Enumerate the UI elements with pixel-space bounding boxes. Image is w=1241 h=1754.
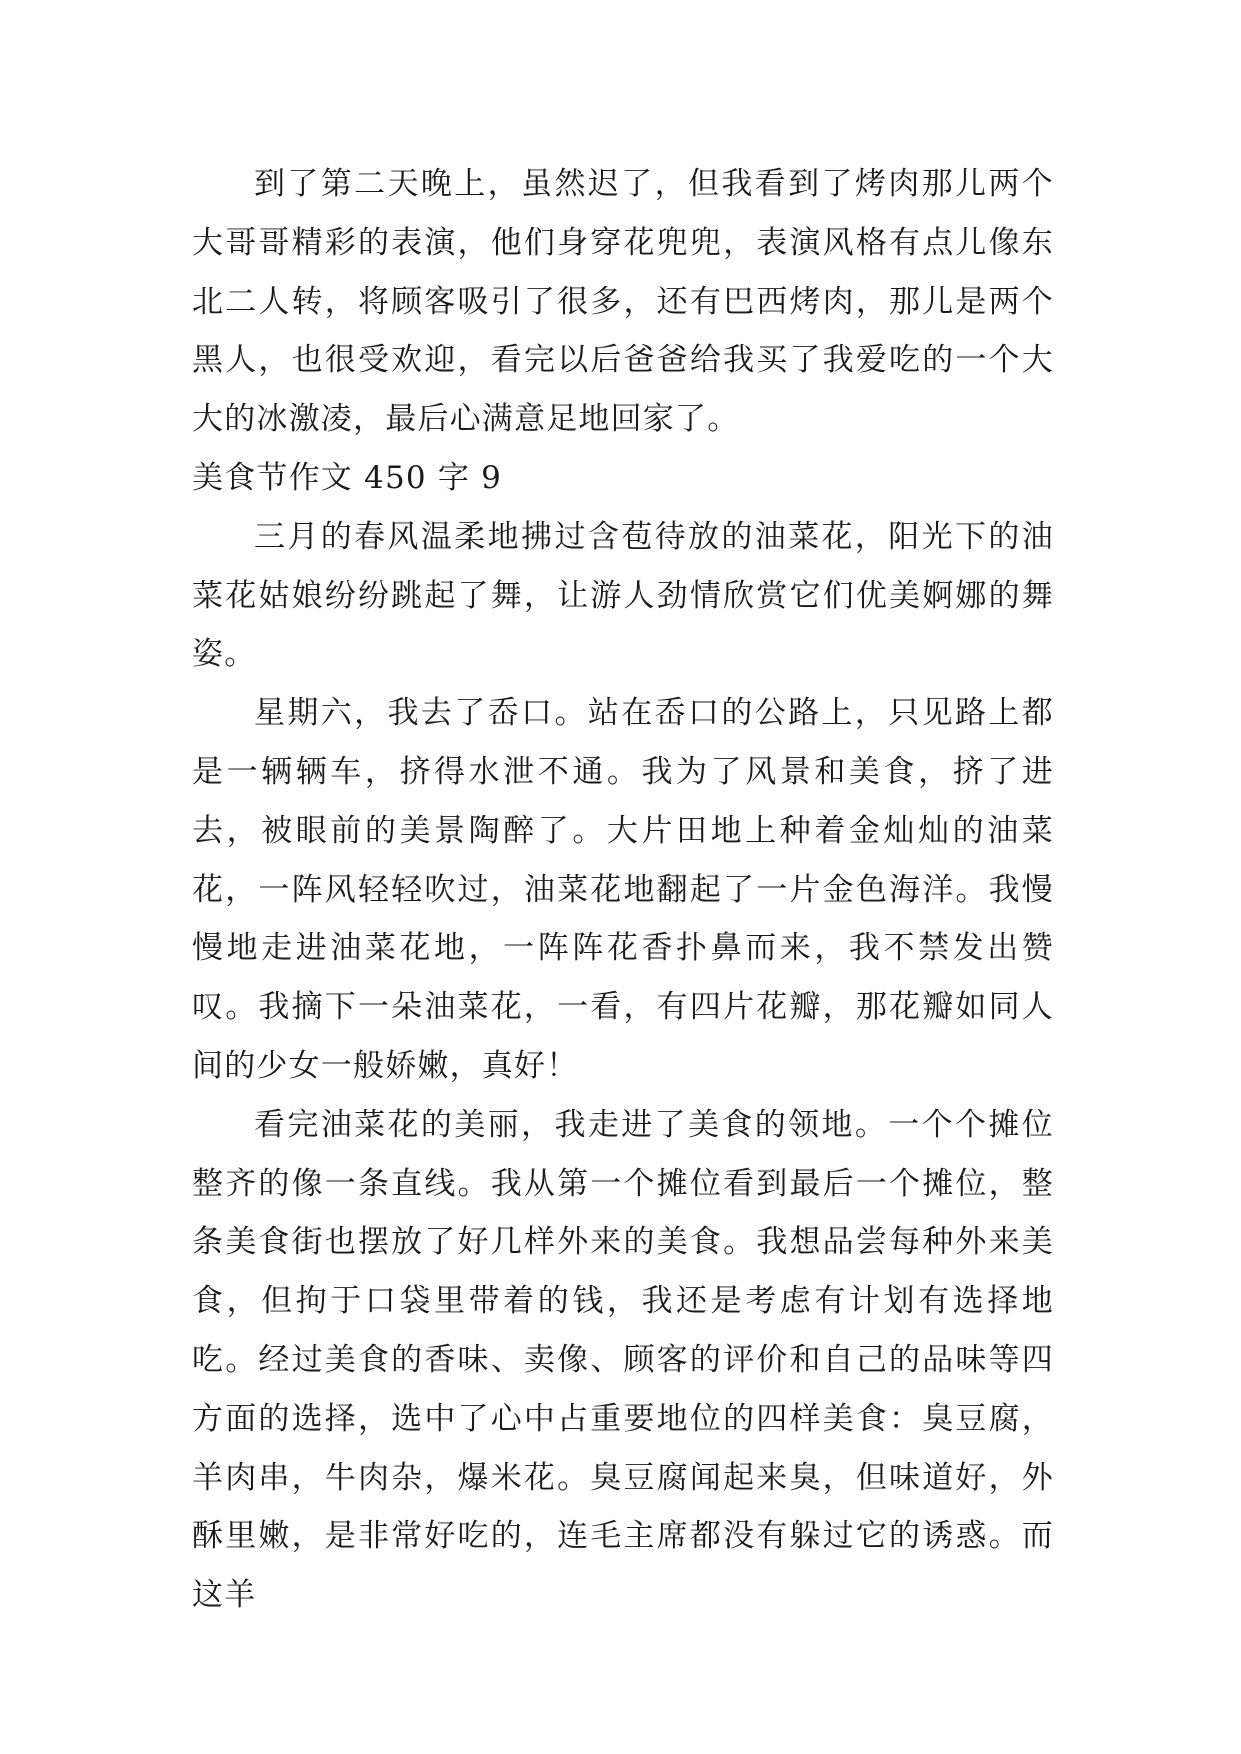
section-title: 美食节作文 450 字 9 xyxy=(192,459,503,496)
paragraph-spring-breeze: 三月的春风温柔地拂过含苞待放的油菜花，阳光下的油菜花姑娘纷纷跳起了舞，让游人劲情欣赏它们优美婀娜的舞姿。 xyxy=(192,518,1054,673)
paragraph-concert-evening: 到了第二天晚上，虽然迟了，但我看到了烤肉那儿两个大哥哥精彩的表演，他们身穿花兜兜，表演风格有点儿像东北二人转，将顾客吸引了很多，还有巴西烤肉，那儿是两个黑人，也很受欢迎，看完以后爸爸给我买了我爱吃的一个大大的冰激凌，最后心满意足地回家了。 xyxy=(192,166,1054,438)
paragraph-saturday-trip: 星期六，我去了岙口。站在岙口的公路上，只见路上都是一辆辆车，挤得水泄不通。我为了风景和美食，挤了进去，被眼前的美景陶醉了。大片田地上种着金灿灿的油菜花，一阵风轻轻吹过，油菜花地翻起了一片金色海洋。我慢慢地走进油菜花地，一阵阵花香扑鼻而来，我不禁发出赞叹。我摘下一朵油菜花，一看，有四片花瓣，那花瓣如同人间的少女一般娇嫩，真好！ xyxy=(192,695,1054,1084)
document-body xyxy=(192,155,1054,1625)
paragraph-food-street: 看完油菜花的美丽，我走进了美食的领地。一个个摊位整齐的像一条直线。我从第一个摊位看到最后一个摊位，整条美食街也摆放了好几样外来的美食。我想品尝每种外来美食，但拘于口袋里带着的钱，我还是考虑有计划有选择地吃。经过美食的香味、卖像、顾客的评价和自己的品味等四方面的选择，选中了心中占重要地位的四样美食：臭豆腐，羊肉串，牛肉杂，爆米花。臭豆腐闻起来臭，但味道好，外酥里嫩，是非常好吃的，连毛主席都没有躲过它的诱惑。而这羊 xyxy=(192,1106,1054,1614)
